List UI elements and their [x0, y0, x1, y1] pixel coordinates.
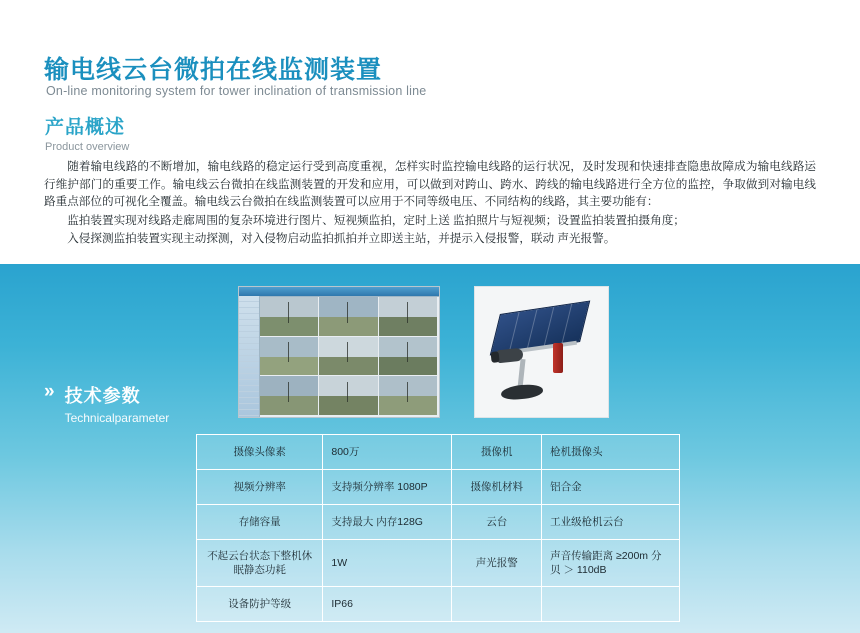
spec-value: 支持最大 内存128G	[323, 505, 452, 540]
overview-heading-cn: 产品概述	[45, 117, 126, 138]
spec-label-2	[452, 587, 542, 622]
overview-heading	[45, 112, 129, 153]
spec-value: IP66	[323, 587, 452, 622]
spec-value-2	[542, 587, 680, 622]
tech-heading-cn: 技术参数	[64, 386, 141, 406]
overview-paragraph-1: 随着输电线路的不断增加，输电线路的稳定运行受到高度重视，怎样实时监控输电线路的运行状况，及时发现和快速排查隐患故障成为输电线路运行维护部门的重要工作。输电线云台微拍在线监测装置的开发和应用，可以做到对跨山、跨水、跨线的输电线路进行全方位的监控，争取做到对输电线路重点部位的可视化全覆盖。输电线云台微拍在线监测装置可以应用于不同等级电压、不同结构的线路，其主要功能有：	[44, 160, 816, 208]
monitoring-software-screenshot	[238, 286, 440, 418]
camera-tile	[319, 337, 377, 376]
spec-value-2: 声音传输距离 ≥200m 分贝 ＞ 110dB	[542, 540, 680, 587]
double-chevron-right-icon: »	[44, 381, 53, 402]
table-row	[197, 435, 680, 470]
top-white-section	[0, 0, 860, 264]
spec-value: 1W	[323, 540, 452, 587]
spec-label: 存储容量	[197, 505, 323, 540]
camera-tile	[319, 297, 377, 336]
solar-powered-camera-device-photo	[474, 286, 609, 418]
camera-tile	[319, 376, 377, 415]
spec-value: 支持频分辨率 1080P	[323, 470, 452, 505]
overview-paragraph-2: 监拍装置实现对线路走廊周围的复杂环境进行图片、短视频监拍，定时上送 监拍照片与短视频；设置监拍装置拍摄角度；	[67, 213, 685, 227]
camera-tile	[379, 337, 437, 376]
overview-heading-en: Product overview	[45, 141, 130, 153]
page-title: 输电线云台微拍在线监测装置	[44, 56, 383, 84]
screenshot-sidebar	[239, 296, 260, 417]
camera-tile	[260, 337, 318, 376]
spec-table	[196, 434, 680, 622]
tech-heading-en: Technicalparameter	[64, 411, 170, 425]
tech-parameter-heading	[44, 382, 169, 425]
spec-label: 不起云台状态下整机休眠静态功耗	[197, 540, 323, 587]
spec-value-2: 工业级枪机云台	[542, 505, 680, 540]
camera-tile	[260, 376, 318, 415]
overview-paragraph-3: 入侵探测监拍装置实现主动探测，对入侵物启动监拍抓拍并立即送主站，并提示入侵报警，联动 声光报警。	[67, 232, 616, 245]
overview-body	[44, 158, 816, 249]
screenshot-camera-grid	[260, 297, 437, 415]
screenshot-titlebar	[239, 287, 439, 297]
table-row	[197, 540, 680, 587]
device-base	[500, 383, 543, 401]
spec-value-2: 枪机摄像头	[542, 435, 680, 470]
spec-label-2: 摄像机	[452, 435, 542, 470]
battery-cylinder	[553, 343, 563, 373]
table-row	[197, 505, 680, 540]
spec-value: 800万	[323, 435, 452, 470]
camera-tile	[379, 297, 437, 336]
camera-tile	[260, 297, 318, 336]
spec-label: 视频分辨率	[197, 470, 323, 505]
spec-label: 设备防护等级	[197, 587, 323, 622]
table-row	[197, 587, 680, 622]
table-row	[197, 470, 680, 505]
spec-value-2: 铝合金	[542, 470, 680, 505]
camera-tile	[379, 376, 437, 415]
spec-label-2: 摄像机材料	[452, 470, 542, 505]
page-subtitle: On-line monitoring system for tower inclination of transmission line	[46, 84, 427, 98]
spec-label-2: 云台	[452, 505, 542, 540]
spec-label: 摄像头像素	[197, 435, 323, 470]
spec-label-2: 声光报警	[452, 540, 542, 587]
